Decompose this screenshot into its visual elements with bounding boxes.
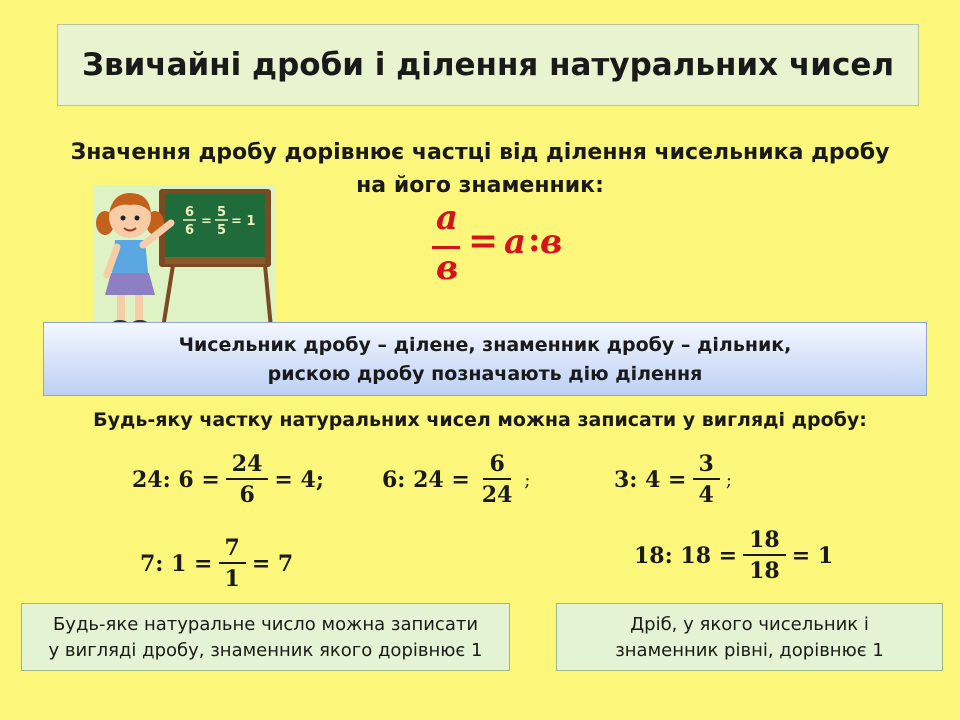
- fraction-numerator: 24: [226, 450, 269, 480]
- board-num-2: 5: [217, 205, 227, 220]
- rule-line-2: на його знаменник:: [356, 173, 604, 198]
- note-left-line-1: Будь-яке натуральне число можна записати: [52, 614, 479, 635]
- example-lhs: 18: 18 =: [634, 543, 738, 569]
- fraction-numerator: 6: [483, 450, 510, 480]
- example-fraction: [226, 450, 269, 510]
- fraction-denominator: 6: [239, 482, 255, 508]
- board-num-1: 6: [185, 205, 195, 220]
- example-rhs: ;: [725, 469, 732, 491]
- title-box: [57, 24, 919, 106]
- formula-equals: =: [468, 220, 499, 262]
- note-equal-fraction: [556, 603, 943, 671]
- note-left-line-2: у вигляді дробу, знаменник якого дорівнює 1: [48, 640, 483, 661]
- example-lhs: 24: 6 =: [132, 467, 220, 493]
- rule-line-1: Значення дробу дорівнює частці від ділення чисельника дробу: [70, 140, 890, 165]
- fraction-numerator: 7: [219, 534, 246, 564]
- definition-line-2: рискою дробу позначають дію ділення: [267, 363, 703, 385]
- board-eq-1: =: [201, 214, 212, 229]
- teacher-illustration: [93, 185, 275, 330]
- example-fraction: [743, 526, 786, 586]
- note-right-line-2: знаменник рівні, дорівнює 1: [615, 640, 884, 661]
- note-natural-number: [21, 603, 510, 671]
- example-lhs: 7: 1 =: [140, 551, 213, 577]
- sub-rule: Будь-яку частку натуральних чисел можна записати у вигляді дробу:: [93, 409, 867, 431]
- example-rhs: = 1: [791, 543, 834, 569]
- fraction-denominator: 18: [749, 558, 780, 584]
- example-rhs: = 4;: [274, 467, 324, 493]
- fraction-numerator: 3: [693, 450, 720, 480]
- example-24-div-6: [132, 450, 324, 510]
- board-result: = 1: [231, 214, 256, 229]
- formula-colon: :: [528, 220, 541, 260]
- board-den-2: 5: [217, 223, 227, 238]
- board-den-1: 6: [185, 223, 195, 238]
- main-formula: [430, 198, 630, 293]
- formula-rhs-b: в: [540, 222, 563, 262]
- formula-numerator: а: [436, 198, 459, 238]
- example-3-div-4: [614, 450, 732, 510]
- page-title: Звичайні дроби і ділення натуральних чисел: [81, 47, 895, 83]
- fraction-numerator: 18: [743, 526, 786, 556]
- teacher-chalkboard-image: [93, 185, 275, 330]
- definition-line-1: Чисельник дробу – ділене, знаменник дробу – дільник,: [178, 334, 792, 356]
- fraction-denominator: 4: [698, 482, 714, 508]
- definition-box: [43, 322, 927, 396]
- example-6-div-24: [382, 450, 531, 510]
- fraction-denominator: 1: [224, 566, 240, 592]
- formula-rhs-a: а: [504, 222, 527, 262]
- example-7-div-1: [140, 534, 293, 594]
- example-fraction: [476, 450, 519, 510]
- note-right-line-1: Дріб, у якого чисельник і: [630, 614, 869, 635]
- fraction-denominator: 24: [481, 482, 513, 508]
- example-rhs: = 7: [251, 551, 294, 577]
- example-lhs: 6: 24 =: [382, 467, 470, 493]
- example-fraction: [219, 534, 246, 594]
- example-18-div-18: [634, 526, 833, 586]
- formula-denominator: в: [436, 248, 459, 288]
- example-fraction: [693, 450, 720, 510]
- example-lhs: 3: 4 =: [614, 467, 687, 493]
- example-rhs: ;: [524, 469, 531, 491]
